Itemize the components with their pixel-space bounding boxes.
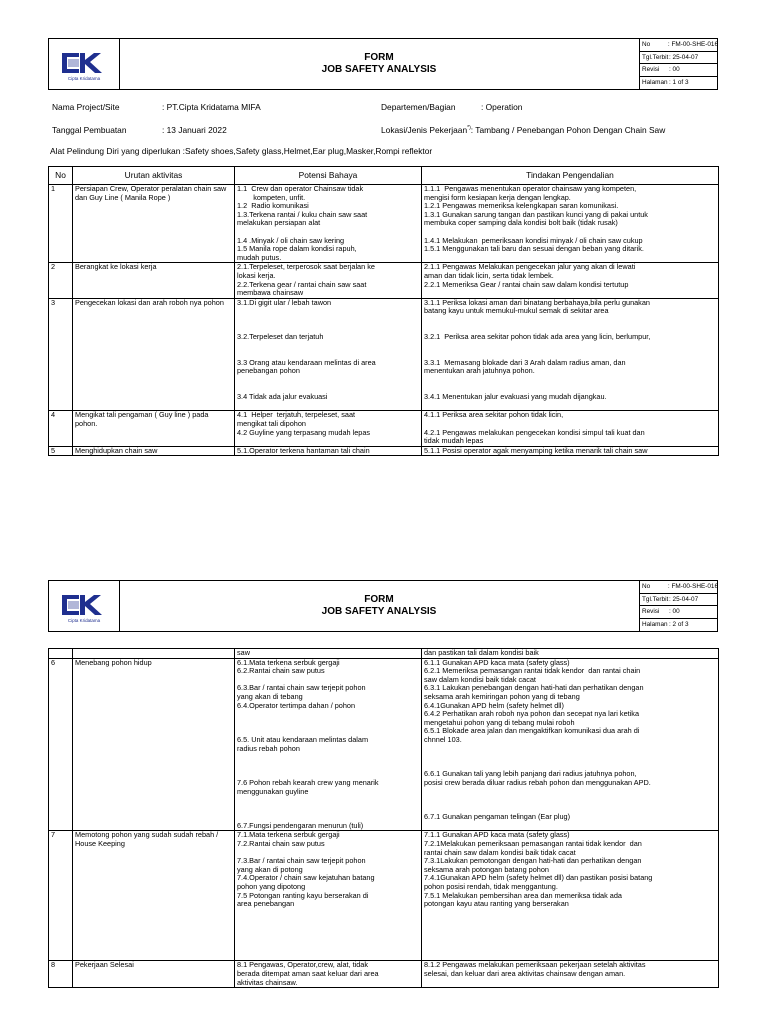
control-line: [424, 254, 716, 263]
control-line: 6.4.1Gunakan APD helm (safety helmet dll): [424, 700, 564, 710]
project-label: Nama Project/Site: [52, 102, 120, 112]
row-number: 8: [49, 961, 73, 988]
hazard-line: radius rebah pohon: [237, 743, 300, 753]
meta-row: [640, 52, 718, 65]
control-line: 5.1.1 Posisi operator agak menyamping ketika menarik tali chain saw: [424, 446, 648, 455]
hazard-line: 1.5 Manila rope dalam kondisi rapuh,: [237, 244, 357, 254]
hazard-line: 1.4 .Minyak / oli chain saw kering: [237, 235, 345, 245]
hazard-line: [237, 762, 419, 771]
control-line: dan pastikan tali dalam kondisi baik: [424, 648, 539, 657]
control-line: selesai, dan keluar dari area aktivitas chainsaw dengan aman.: [424, 968, 626, 978]
control-line: posisi crew berada diluar radius rebah pohon dan menggunakan APD.: [424, 777, 651, 787]
row-number: 3: [49, 298, 73, 411]
control-line: 3.3.1 Memasang blokade dari 3 Arah dalam radius aman, dan: [424, 357, 626, 367]
hazard-line: [237, 710, 419, 719]
control-line: 6.5.1 Blokade area jalan dan mengaktifkan komunikasi dua arah di: [424, 726, 640, 736]
control-line: 6.7.1 Gunakan pengaman telingan (Ear plug): [424, 812, 571, 822]
control-line: 7.1.1 Gunakan APD kaca mata (safety glass): [424, 830, 570, 840]
control-cell: [422, 446, 719, 456]
table-row: [49, 831, 719, 961]
activity-cell: Pengecekan lokasi dan arah roboh nya pohon: [73, 298, 235, 411]
control-cell: [422, 649, 719, 659]
control-line: 7.2.1Melakukan pemeriksaan pemasangan rantai tidak kendor dan: [424, 839, 642, 849]
department-value: : Operation: [481, 102, 523, 112]
control-line: 7.3.1Lakukan pemotongan dengan hati-hati dan perhatikan dengan: [424, 856, 642, 866]
meta-row: [640, 581, 718, 594]
table-row: [49, 961, 719, 988]
control-cell: [422, 185, 719, 263]
location-label: [381, 125, 665, 135]
hazard-line: berada ditempat aman saat keluar dari area: [237, 968, 379, 978]
meta-row: [640, 77, 718, 90]
hazard-line: [237, 909, 419, 918]
hazard-line: 5.1.Operator terkena hantaman tali chain: [237, 446, 370, 455]
hazard-line: saw: [237, 648, 250, 657]
control-line: [424, 796, 716, 805]
control-line: [424, 935, 716, 944]
control-line: seksama arah potongan batang pohon: [424, 864, 549, 874]
hazard-line: [237, 917, 419, 926]
hazard-line: [237, 402, 419, 411]
control-line: 7.5.1 Melakukan pembersihan area dan memeriksa tidak ada: [424, 890, 622, 900]
control-line: 6.2.1 Memeriksa pemasangan rantai tidak kendor dan rantai chain: [424, 666, 641, 676]
hazard-line: [237, 805, 419, 814]
hazard-line: 7.2.Rantai chain saw putus: [237, 839, 325, 849]
hazard-line: 4.1 Helper terjatuh, terpeleset, saat: [237, 410, 356, 420]
hazard-line: 3.3 Orang atau kendaraan melintas di area: [237, 357, 376, 367]
hazard-line: [237, 376, 419, 385]
meta-key: Revisi: [642, 608, 660, 615]
activity-cell: Persiapan Crew, Operator peralatan chain saw dan Guy Line ( Manila Rope ): [73, 185, 235, 263]
meta-value: : 25-04-07: [669, 53, 699, 61]
meta-key: Tgl.Terbit: [642, 595, 669, 603]
hazard-line: membawa chainsaw: [237, 288, 304, 298]
control-line: [424, 745, 716, 754]
hazard-line: kompeten, unfit.: [237, 192, 306, 202]
hazard-line: [237, 342, 419, 351]
hazard-line: 6.4.Operator tertimpa dahan / pohon: [237, 700, 356, 710]
activity-cell: Menebang pohon hidup: [73, 658, 235, 831]
form-header-page1: [48, 38, 718, 90]
control-line: membuka coper samping dala kondisi bolt baik (tidak rusak): [424, 218, 618, 228]
control-line: [424, 289, 716, 298]
hazard-line: menggunakan guyline: [237, 786, 309, 796]
hazard-line: mudah putus.: [237, 252, 282, 262]
table-row: [49, 446, 719, 456]
control-line: [424, 753, 716, 762]
control-cell: [422, 658, 719, 831]
hazard-cell: [235, 658, 422, 831]
hazard-line: 1.3.Terkena rantai / kuku chain saw saat: [237, 209, 368, 219]
hazard-line: yang akan di potong: [237, 864, 303, 874]
control-line: [424, 926, 716, 935]
meta-key: Halaman: [642, 78, 668, 86]
hazard-line: [237, 952, 419, 961]
table-row: [49, 298, 719, 411]
hazard-line: melakukan persiapan alat: [237, 218, 321, 228]
hazard-cell: [235, 649, 422, 659]
table-row: [49, 649, 719, 659]
control-line: [424, 909, 716, 918]
activity-cell: Berangkat ke lokasi kerja: [73, 263, 235, 298]
control-line: batang kayu untuk memukul-mukul semak di sekitar area: [424, 306, 609, 316]
company-logo: [49, 581, 120, 631]
hazard-line: 7.1.Mata terkena serbuk gergaji: [237, 830, 340, 840]
control-line: 4.1.1 Periksa area sekitar pohon tidak licin,: [424, 410, 564, 420]
hazard-cell: [235, 298, 422, 411]
hazard-line: [237, 753, 419, 762]
control-line: [424, 342, 716, 351]
control-line: aman dan tidak licin, serta tidak lembek.: [424, 270, 554, 280]
department-label: Departemen/Bagian: [381, 102, 456, 112]
control-line: potongan kayu atau ranting yang berserakan: [424, 899, 569, 909]
meta-value: : 00: [669, 66, 680, 73]
hazard-line: area penebangan: [237, 899, 295, 909]
hazard-cell: [235, 831, 422, 961]
activity-cell: Memotong pohon yang sudah sudah rebah / House Keeping: [73, 831, 235, 961]
control-line: [424, 402, 716, 411]
activity-cell: Mengikat tali pengaman ( Guy line ) pada pohon.: [73, 411, 235, 446]
control-line: rantai chain saw dalam kondisi baik tidak cacat: [424, 847, 576, 857]
hazard-line: [237, 926, 419, 935]
control-cell: [422, 961, 719, 988]
date-label: Tanggal Pembuatan: [52, 125, 127, 135]
hazard-line: 3.2.Terpeleset dan terjatuh: [237, 332, 324, 342]
hazard-cell: [235, 961, 422, 988]
hazard-cell: [235, 411, 422, 446]
control-line: 6.6.1 Gunakan tali yang lebih panjang dari radius jatuhnya pohon,: [424, 769, 637, 779]
meta-value: : FM-00-SHE-016: [667, 583, 718, 590]
hazard-line: [237, 935, 419, 944]
control-line: [424, 952, 716, 961]
hazard-line: [237, 719, 419, 728]
col-header-no: No: [49, 167, 73, 185]
control-line: 4.2.1 Pengawas melakukan pengecekan kondisi simpul tali kuat dan: [424, 427, 645, 437]
row-number: 2: [49, 263, 73, 298]
meta-value: : 25-04-07: [669, 595, 699, 603]
hazard-line: [237, 437, 419, 446]
meta-value: : FM-00-SHE-016: [667, 41, 718, 48]
hazard-cell: [235, 263, 422, 298]
control-line: 6.1.1 Gunakan APD kaca mata (safety glass): [424, 658, 570, 667]
col-header-hazard: Potensi Bahaya: [235, 167, 422, 185]
title-line-jsa: JOB SAFETY ANALYSIS: [321, 606, 437, 617]
meta-row: [640, 606, 718, 619]
title-line-jsa: JOB SAFETY ANALYSIS: [321, 64, 437, 75]
row-number: 5: [49, 446, 73, 456]
hazard-line: 2.1.Terpeleset, terperosok saat berjalan ke: [237, 262, 375, 272]
control-line: 8.1.2 Pengawas melakukan pemeriksaan pekerjaan setelah aktivitas: [424, 960, 646, 970]
hazard-line: 6.1.Mata terkena serbuk gergaji: [237, 658, 340, 667]
control-line: 6.3.1 Lakukan penebangan dengan hati-hati dan perhatikan dengan: [424, 683, 644, 693]
company-logo: [49, 39, 120, 89]
hazard-line: penebangan pohon: [237, 366, 300, 376]
activity-cell: [73, 649, 235, 659]
control-line: [424, 943, 716, 952]
hazard-line: 7.6 Pohon rebah kearah crew yang menarik: [237, 777, 379, 787]
control-cell: [422, 263, 719, 298]
control-line: 7.4.1Gunakan APD helm (safety helmet dll) dan pastikan posisi batang: [424, 873, 653, 883]
title-line-form: FORM: [364, 594, 394, 605]
location-sup: *): [467, 125, 471, 132]
meta-row: [640, 64, 718, 77]
meta-key: Revisi: [642, 66, 660, 73]
hazard-line: [237, 316, 419, 325]
hazard-line: 6.7.Fungsi pendengaran menurun (tuli): [237, 820, 364, 830]
col-header-control: Tindakan Pengendalian: [422, 167, 719, 185]
control-line: mengetahui pohon yang di tebang mulai roboh: [424, 717, 575, 727]
hazard-line: [237, 307, 419, 316]
control-line: 2.2.1 Memeriksa Gear / rantai chain saw dalam kondisi tertutup: [424, 279, 629, 289]
table-row: [49, 411, 719, 446]
meta-row: [640, 39, 718, 52]
document-meta: [639, 581, 718, 631]
control-line: [424, 788, 716, 797]
hazard-cell: [235, 446, 422, 456]
form-header-page2: [48, 580, 718, 632]
hazard-line: 8.1 Pengawas, Operator,crew, alat, tidak: [237, 960, 369, 970]
logo-caption: Cipta Kridatama: [67, 618, 101, 623]
form-title: [119, 581, 639, 631]
control-cell: [422, 831, 719, 961]
control-line: 1.5.1 Menggunakan tali baru dan sesuai dengan beban yang ditarik.: [424, 244, 644, 254]
meta-row: [640, 594, 718, 607]
hazard-line: aktivitas chainsaw.: [237, 977, 298, 987]
table-row: [49, 185, 719, 263]
meta-row: [640, 619, 718, 632]
apd-line: Alat Pelindung Diri yang diperlukan :Safety shoes,Safety glass,Helmet,Ear plug,Masker,Rompi reflektor: [50, 146, 433, 156]
table-row: [49, 658, 719, 831]
hazard-line: pohon yang dipotong: [237, 882, 306, 892]
hazard-line: 2.2.Terkena gear / rantai chain saw saat: [237, 279, 367, 289]
document-meta: [639, 39, 718, 89]
control-line: pohon posisi rendah, tidak menggantung.: [424, 882, 558, 892]
ck-logo-icon: [49, 39, 119, 89]
control-line: tidak mudah lepas: [424, 436, 484, 446]
control-line: 1.4.1 Melakukan pemeriksaan kondisi minyak / oli chain saw cukup: [424, 235, 643, 245]
hazard-cell: [235, 185, 422, 263]
hazard-line: 6.3.Bar / rantai chain saw terjepit pohon: [237, 683, 366, 693]
col-header-activity: Urutan aktivitas: [73, 167, 235, 185]
table-header-row: [49, 167, 719, 185]
control-line: [424, 979, 716, 988]
control-line: 3.2.1 Periksa area sekitar pohon tidak ada area yang licin, berlumpur,: [424, 332, 651, 342]
meta-key: No: [642, 41, 651, 48]
project-value: : PT.Cipta Kridatama MIFA: [162, 102, 261, 112]
control-line: 1.1.1 Pengawas menentukan operator chainsaw yang kompeten,: [424, 184, 637, 193]
meta-value: : 1 of 3: [669, 78, 689, 86]
control-line: menentukan arah jatuhnya pohon.: [424, 366, 535, 376]
hazard-line: lokasi kerja.: [237, 270, 276, 280]
meta-key: Tgl.Terbit: [642, 53, 669, 61]
control-line: 3.1.1 Periksa lokasi aman dari binatang berbahaya,bila perlu gunakan: [424, 298, 650, 307]
control-line: 1.2.1 Pengawas memeriksa kelengkapan saran komunikasi.: [424, 201, 619, 211]
control-line: chnnel 103.: [424, 734, 462, 744]
control-line: 2.1.1 Pengawas Melakukan pengecekan jalur yang akan di lewati: [424, 262, 636, 272]
date-value: : 13 Januari 2022: [162, 125, 227, 135]
hazard-line: 3.1.Di gigit ular / lebah tawon: [237, 298, 332, 307]
hazard-line: 6.5. Unit atau kendaraan melintas dalam: [237, 734, 369, 744]
hazard-line: 1.2 Radio komunikasi: [237, 201, 309, 211]
logo-caption: Cipta Kridatama: [67, 76, 101, 81]
hazard-line: 7.4.Operator / chain saw kejatuhan batang: [237, 873, 375, 883]
ck-logo-icon: [49, 581, 119, 631]
hazard-line: [237, 796, 419, 805]
row-number: [49, 649, 73, 659]
hazard-line: 4.2 Guyline yang terpasang mudah lepas: [237, 427, 371, 437]
control-line: saw dalam kondisi baik tidak cacat: [424, 674, 536, 684]
title-line-form: FORM: [364, 52, 394, 63]
meta-value: : 2 of 3: [669, 620, 689, 628]
control-line: [424, 376, 716, 385]
hazard-line: 1.1 Crew dan operator Chainsaw tidak: [237, 184, 364, 193]
meta-value: : 00: [669, 608, 680, 615]
row-number: 7: [49, 831, 73, 961]
hazard-line: 7.5 Potongan ranting kayu berserakan di: [237, 890, 369, 900]
form-title: [119, 39, 639, 89]
control-line: 6.4.2 Perhatikan arah roboh nya pohon dan secepat nya lari ketika: [424, 709, 639, 719]
hazard-line: yang akan di tebang: [237, 691, 303, 701]
control-line: 3.4.1 Menentukan jalur evakuasi yang mudah dijangkau.: [424, 392, 607, 402]
control-cell: [422, 298, 719, 411]
hazard-line: 6.2.Rantai chain saw putus: [237, 666, 325, 676]
row-number: 4: [49, 411, 73, 446]
hazard-line: 7.3.Bar / rantai chain saw terjepit pohon: [237, 856, 366, 866]
meta-key: Halaman: [642, 620, 668, 628]
activity-cell: Menghidupkan chain saw: [73, 446, 235, 456]
control-line: [424, 316, 716, 325]
activity-cell: Pekerjaan Selesai: [73, 961, 235, 988]
control-line: 1.3.1 Gunakan sarung tangan dan pastikan kunci yang di pakai untuk: [424, 209, 648, 219]
location-value: : Tambang / Penebangan Pohon Dengan Chain Saw: [470, 125, 666, 135]
control-line: [424, 822, 716, 831]
table-row: [49, 263, 719, 298]
row-number: 6: [49, 658, 73, 831]
jsa-table-page1: [48, 166, 719, 456]
location-label-text: Lokasi/Jenis Pekerjaan: [381, 125, 468, 135]
control-line: seksama arah kemiringan pohon yang di tebang: [424, 691, 580, 701]
control-line: mengisi form kesiapan kerja dengan lengkap.: [424, 192, 571, 202]
meta-key: No: [642, 583, 651, 590]
hazard-line: mengikat tali dipohon: [237, 419, 306, 429]
row-number: 1: [49, 185, 73, 263]
control-cell: [422, 411, 719, 446]
hazard-line: [237, 943, 419, 952]
hazard-line: 3.4 Tidak ada jalur evakuasi: [237, 392, 328, 402]
control-line: [424, 917, 716, 926]
jsa-table-page2: [48, 648, 719, 988]
